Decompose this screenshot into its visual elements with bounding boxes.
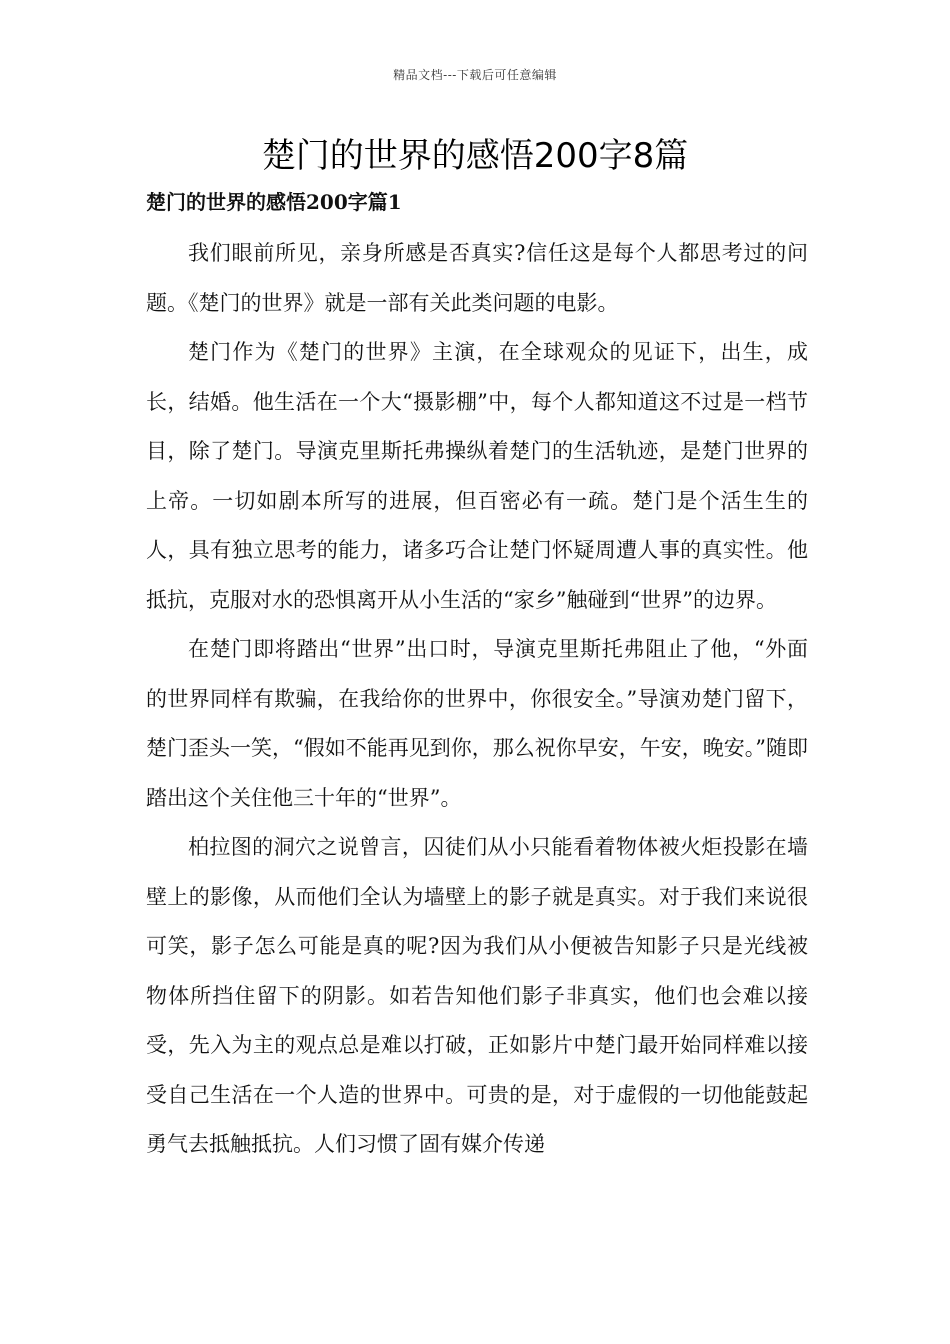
paragraph: 在楚门即将踏出“世界”出口时，导演克里斯托弗阻止了他，“外面的世界同样有欺骗，在我给你的世界中，你很安全。”导演劝楚门留下，楚门歪头一笑，“假如不能再见到你，那么祝你早安，午安，晚安。”随即踏出这个关住他三十年的“世界”。 [146,637,808,810]
paragraph: 柏拉图的洞穴之说曾言，囚徒们从小只能看着物体被火炬投影在墙壁上的影像，从而他们全认为墙壁上的影子就是真实。对于我们来说很可笑，影子怎么可能是真的呢?因为我们从小便被告知影子只是光线被物体所挡住留下的阴影。如若告知他们影子非真实，他们也会难以接受，先入为主的观点总是难以打破，正如影片中楚门最开始同样难以接受自己生活在一个人造的世界中。可贵的是，对于虚假的一切他能鼓起勇气去抵触抵抗。人们习惯了固有媒介传递 [146,835,808,1156]
paragraph: 楚门作为《楚门的世界》主演，在全球观众的见证下，出生，成长，结婚。他生活在一个大“摄影棚”中，每个人都知道这不过是一档节目，除了楚门。导演克里斯托弗操纵着楚门的生活轨迹，是楚门世界的上帝。一切如剧本所写的进展，但百密必有一疏。楚门是个活生生的人，具有独立思考的能力，诸多巧合让楚门怀疑周遭人事的真实性。他抵抗，克服对水的恐惧离开从小生活的“家乡”触碰到“世界”的边界。 [146,340,808,612]
paragraph: 我们眼前所见，亲身所感是否真实?信任这是每个人都思考过的问题。《楚门的世界》就是一部有关此类问题的电影。 [146,241,808,315]
header-note: 精品文档---下载后可任意编辑 [393,68,557,82]
body-text [146,229,808,1170]
section-heading: 楚门的世界的感悟200字篇1 [146,190,402,214]
document-title: 楚门的世界的感悟200字8篇 [261,136,689,176]
